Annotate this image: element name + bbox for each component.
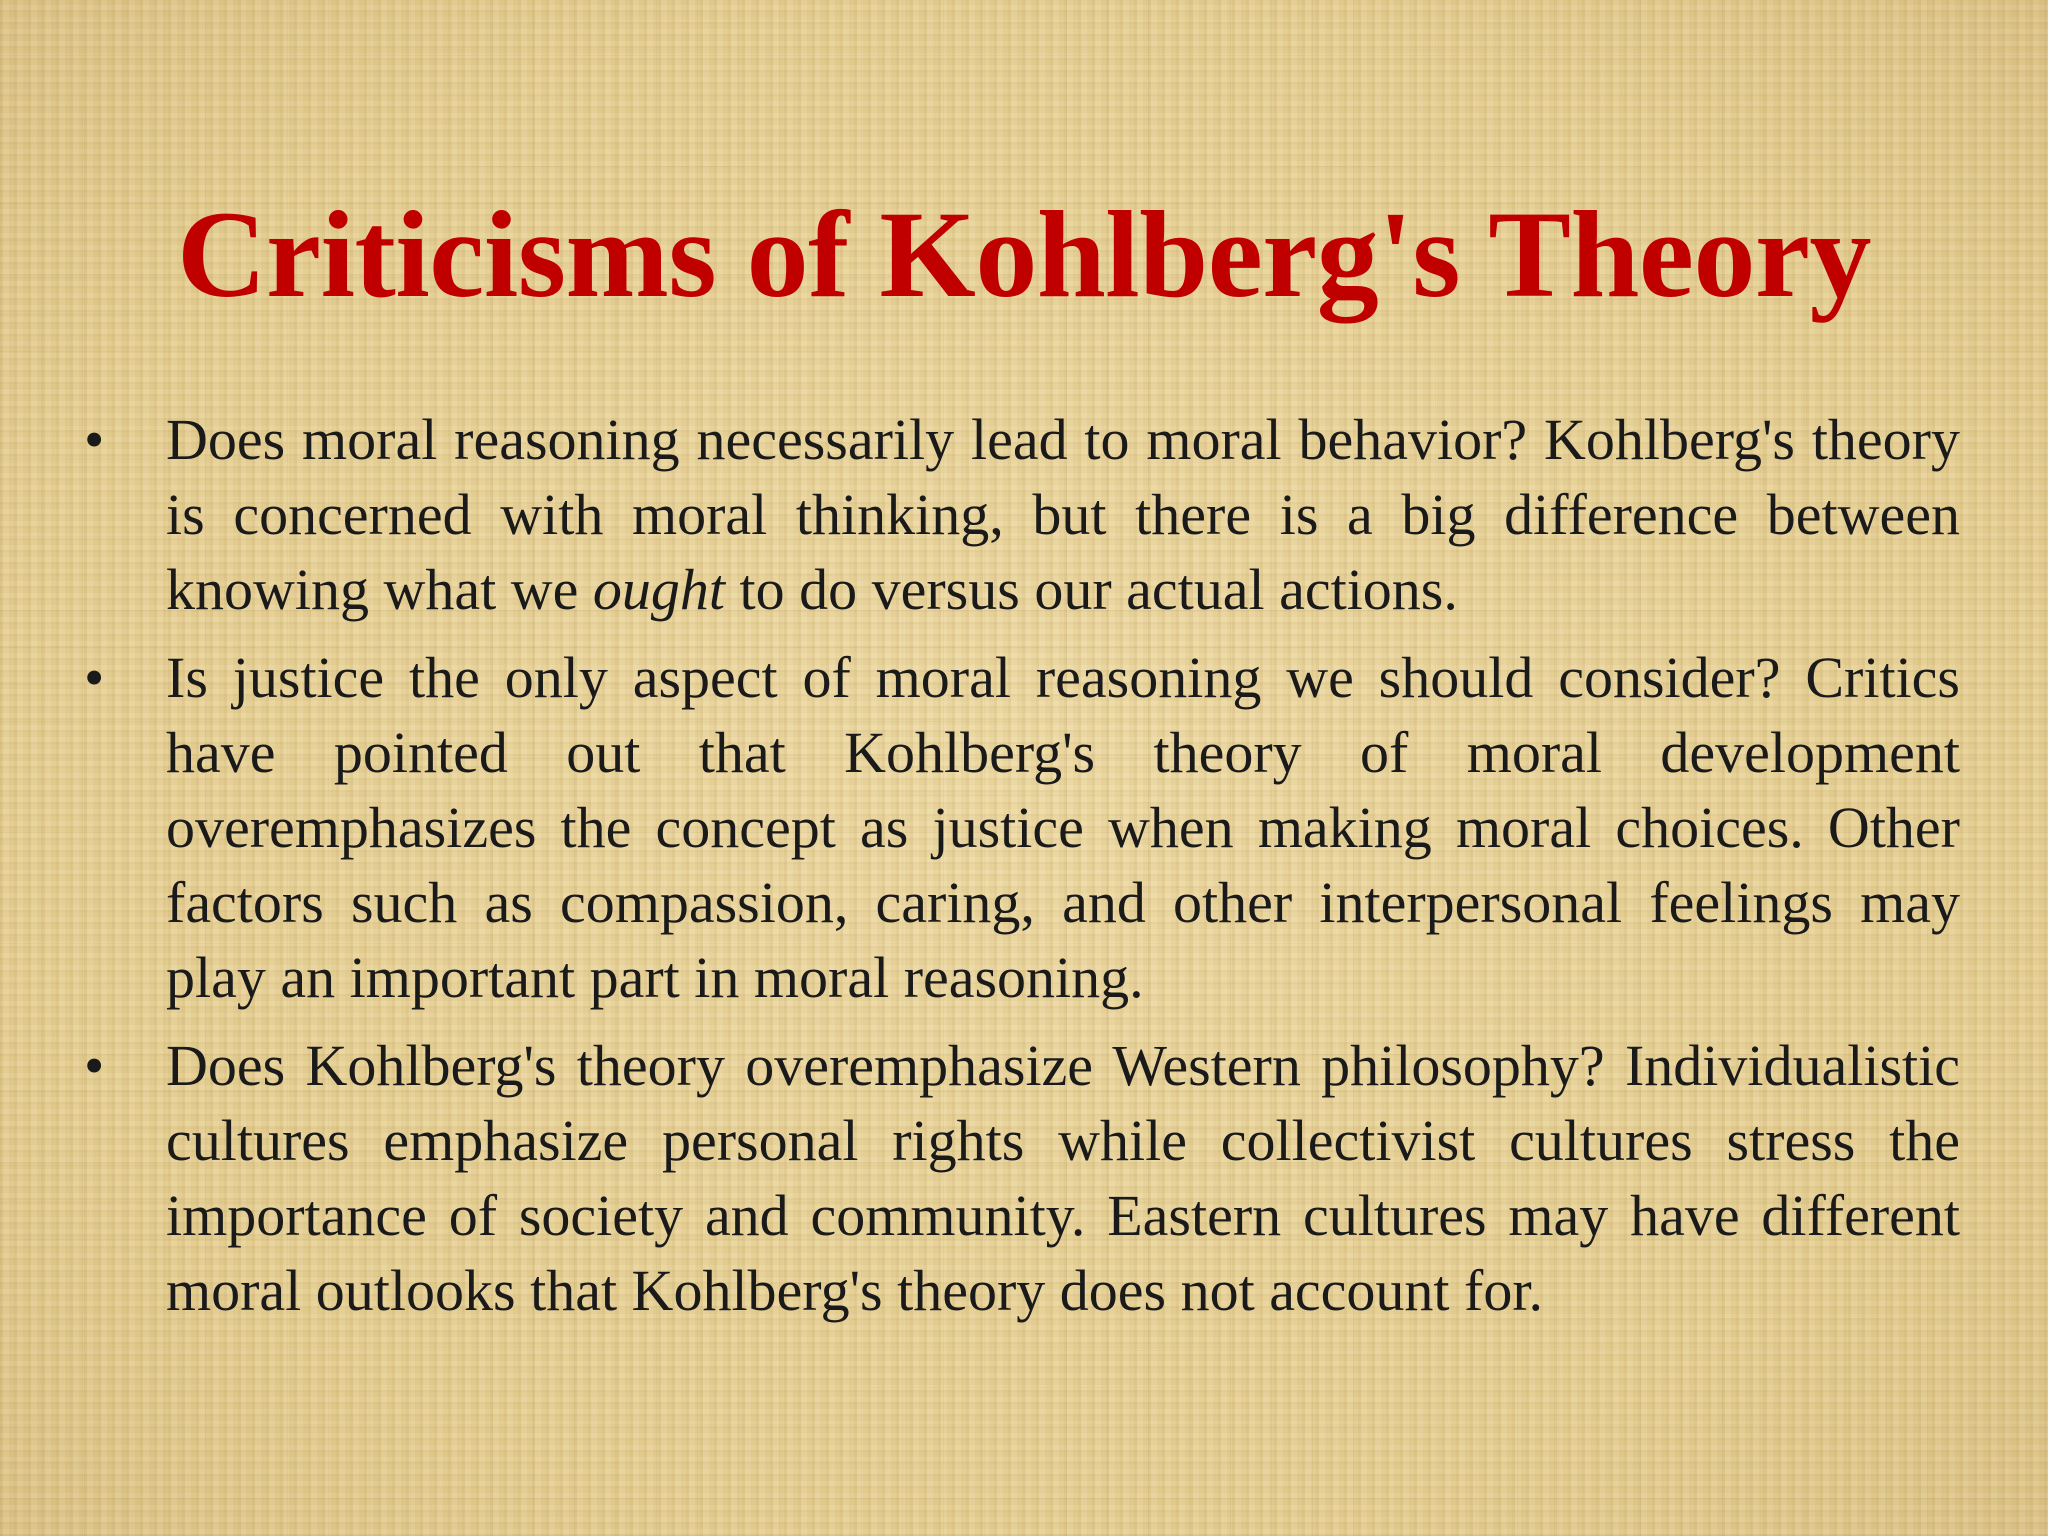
bullet-list <box>0 402 2048 1341</box>
bullet-emphasis: ought <box>592 557 725 622</box>
bullet-item-western-philosophy <box>0 1028 2048 1328</box>
bullet-text-segment: to do versus our actual actions. <box>725 557 1458 622</box>
bullet-item-justice <box>0 640 2048 1015</box>
bullet-text <box>166 640 1960 1015</box>
bullet-text-segment: Does Kohlberg's theory overemphasize Western philosophy? Individualistic cultures emphasize personal rights while collectivist cultures stress the importance of society and community. Eastern cultures may have different moral outlooks that Kohlberg's theory does not account for. <box>166 1033 1960 1323</box>
bullet-text-segment: Is justice the only aspect of moral reasoning we should consider? Critics have pointed out that Kohlberg's theory of moral development overemphasizes the concept as justice when making moral choices. Other factors such as compassion, caring, and other interpersonal feelings may play an important part in moral reasoning. <box>166 645 1960 1010</box>
slide-title: Criticisms of Kohlberg's Theory <box>177 186 1871 323</box>
bullet-marker: • <box>84 1033 105 1098</box>
bullet-text <box>166 402 1960 627</box>
bullet-marker: • <box>84 407 105 472</box>
bullet-item-moral-behavior <box>0 402 2048 627</box>
bullet-marker: • <box>84 645 105 710</box>
bullet-text <box>166 1028 1960 1328</box>
bullet-text-segment: Does moral reasoning necessarily lead to moral behavior? Kohlberg's theory is concerned with moral thinking, but there is a big difference between knowing what we <box>166 407 1960 622</box>
